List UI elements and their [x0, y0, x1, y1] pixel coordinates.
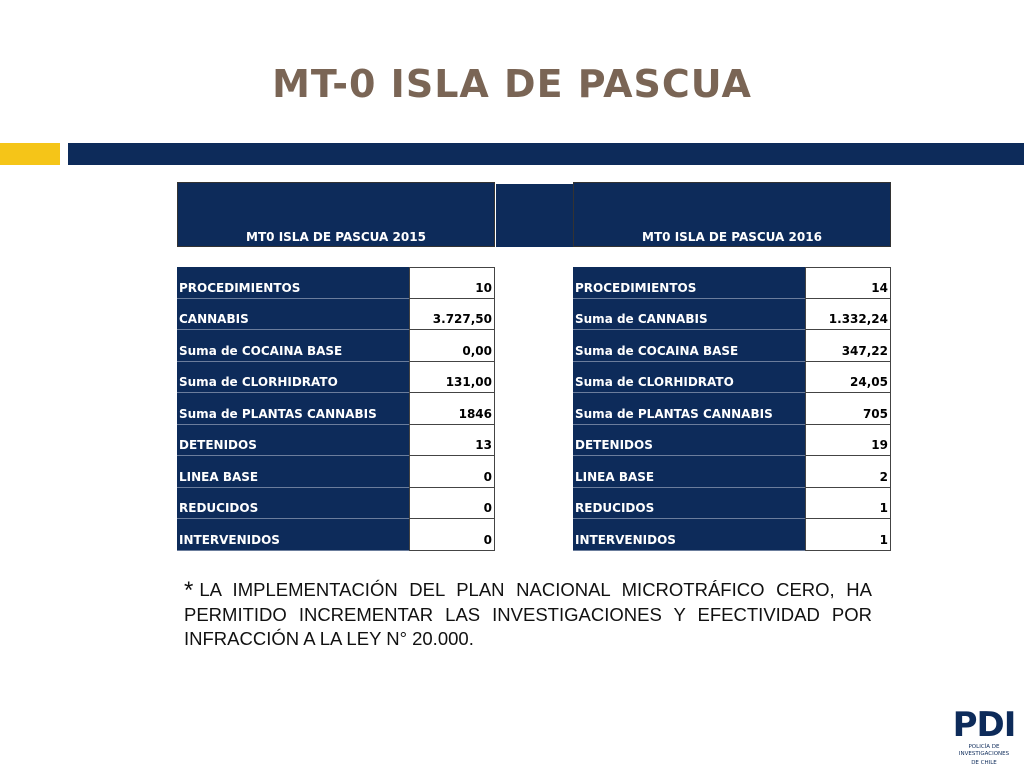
row-label: Suma de CLORHIDRATO: [177, 362, 409, 394]
table-header: MT0 ISLA DE PASCUA 2015: [177, 182, 495, 247]
table-row: [177, 362, 495, 394]
row-value: 347,22: [805, 330, 891, 362]
table-row: [177, 519, 495, 551]
row-value: 2: [805, 456, 891, 488]
row-value: 19: [805, 425, 891, 457]
row-label: Suma de COCAINA BASE: [177, 330, 409, 362]
accent-bar-navy: [68, 143, 1024, 165]
row-label: CANNABIS: [177, 299, 409, 331]
row-label: Suma de CANNABIS: [573, 299, 805, 331]
accent-bar-yellow: [0, 143, 60, 165]
page-title: MT-0 ISLA DE PASCUA: [272, 62, 752, 106]
row-value: 24,05: [805, 362, 891, 394]
row-value: 1846: [409, 393, 495, 425]
table-row: [573, 362, 891, 394]
row-value: 705: [805, 393, 891, 425]
table-row: [573, 267, 891, 299]
row-value: 1: [805, 488, 891, 520]
table-row: [573, 425, 891, 457]
row-value: 0: [409, 519, 495, 551]
table-row: [177, 488, 495, 520]
row-label: Suma de CLORHIDRATO: [573, 362, 805, 394]
table-row: [573, 488, 891, 520]
row-label: Suma de PLANTAS CANNABIS: [177, 393, 409, 425]
row-label: LINEA BASE: [573, 456, 805, 488]
row-label: LINEA BASE: [177, 456, 409, 488]
logo-abbr: PDI: [952, 705, 1016, 745]
row-value: 1: [805, 519, 891, 551]
row-value: 0: [409, 488, 495, 520]
logo-line1: POLICÍA DE INVESTIGACIONES: [958, 744, 1010, 757]
row-value: 131,00: [409, 362, 495, 394]
row-value: 13: [409, 425, 495, 457]
footnote-text: LA IMPLEMENTACIÓN DEL PLAN NACIONAL MICROTRÁFICO CERO, HA PERMITIDO INCREMENTAR LAS INVESTIGACIONES Y EFECTIVIDAD POR INFRACCIÓN A LA LEY N° 20.000.: [184, 579, 872, 649]
table-row: [573, 393, 891, 425]
row-label: PROCEDIMIENTOS: [177, 267, 409, 299]
table-header: MT0 ISLA DE PASCUA 2016: [573, 182, 891, 247]
row-label: Suma de PLANTAS CANNABIS: [573, 393, 805, 425]
row-label: DETENIDOS: [177, 425, 409, 457]
table-2015: [177, 182, 495, 551]
row-value: 14: [805, 267, 891, 299]
table-2016: [573, 182, 891, 551]
table-row: [177, 299, 495, 331]
table-row: [177, 330, 495, 362]
table-row: [573, 299, 891, 331]
table-row: [177, 393, 495, 425]
row-label: INTERVENIDOS: [573, 519, 805, 551]
footnote-star: *: [184, 577, 194, 604]
row-value: 0: [409, 456, 495, 488]
logo-line2: DE CHILE: [971, 760, 997, 766]
table-row: [177, 425, 495, 457]
pdi-logo: [948, 705, 1020, 767]
table-row: [177, 456, 495, 488]
table-row: [573, 330, 891, 362]
row-value: 0,00: [409, 330, 495, 362]
row-label: INTERVENIDOS: [177, 519, 409, 551]
row-label: Suma de COCAINA BASE: [573, 330, 805, 362]
row-value: 1.332,24: [805, 299, 891, 331]
row-label: DETENIDOS: [573, 425, 805, 457]
header-gap-block: [496, 184, 574, 247]
row-label: PROCEDIMIENTOS: [573, 267, 805, 299]
row-value: 3.727,50: [409, 299, 495, 331]
table-row: [573, 456, 891, 488]
table-row: [573, 519, 891, 551]
row-value: 10: [409, 267, 495, 299]
row-label: REDUCIDOS: [177, 488, 409, 520]
table-row: [177, 267, 495, 299]
row-label: REDUCIDOS: [573, 488, 805, 520]
footnote: [184, 578, 872, 651]
